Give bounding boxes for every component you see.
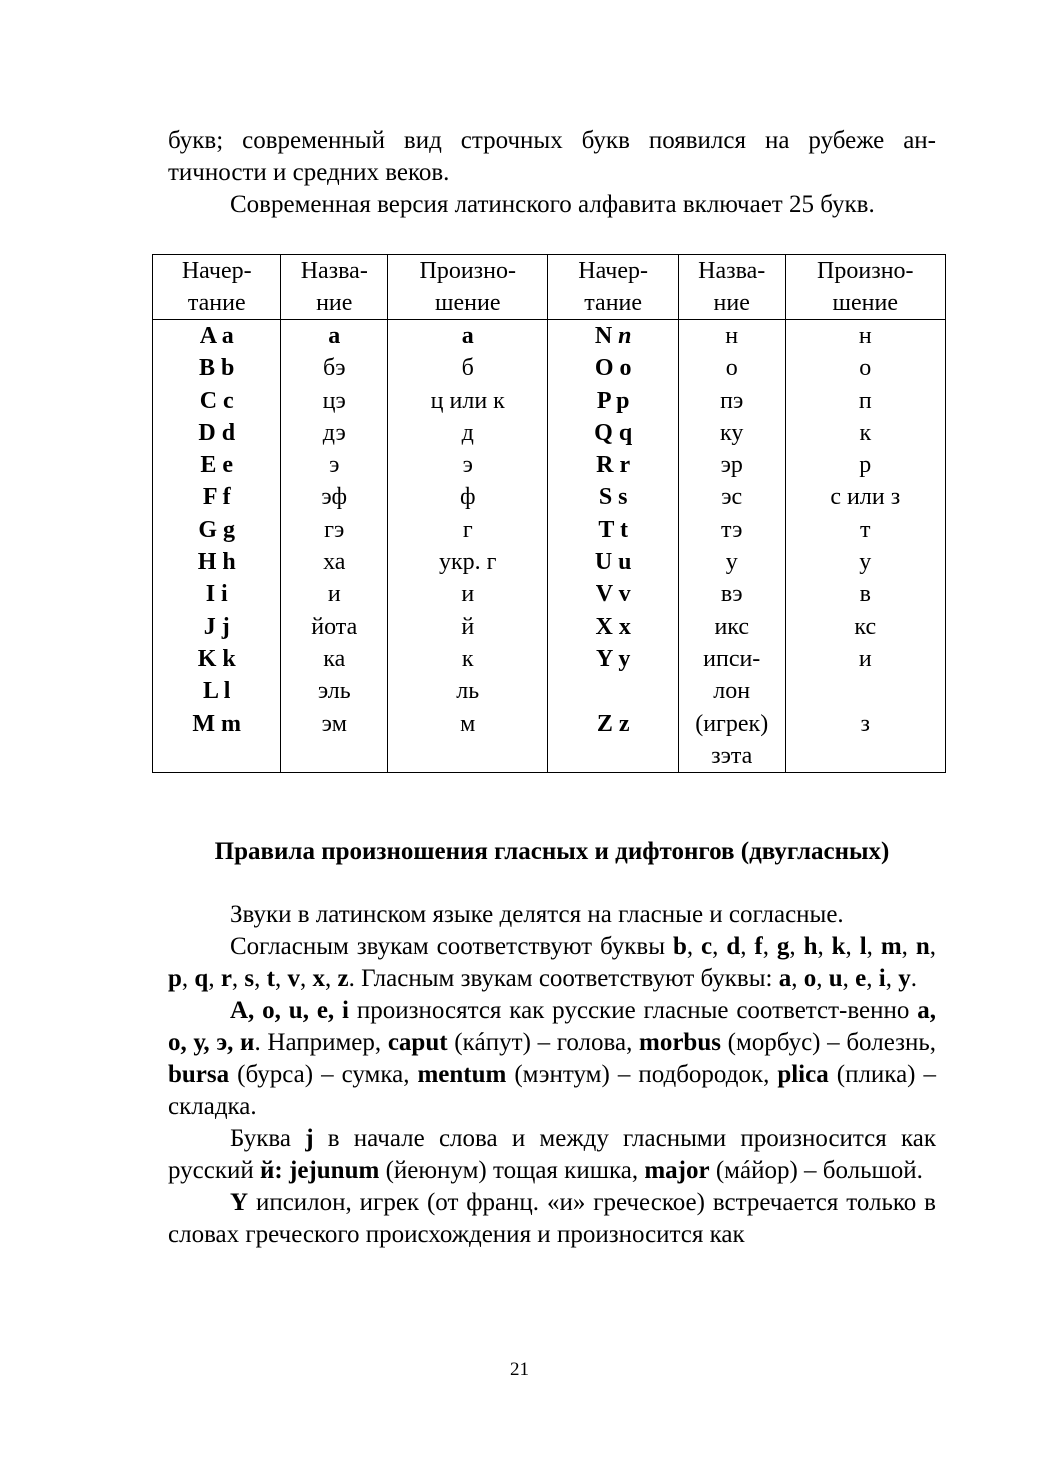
letter-cell: D d xyxy=(198,419,236,446)
letter-cell: T t xyxy=(598,516,628,543)
letter-cell: I i xyxy=(205,581,228,608)
name-cell: о xyxy=(725,355,738,382)
name-cell: э xyxy=(329,452,340,479)
name-cell: а xyxy=(328,323,341,349)
letter-cell: R r xyxy=(596,452,631,479)
pron-cell xyxy=(786,675,945,707)
pron-cell: кс xyxy=(854,613,877,640)
pron-cell: ц или к xyxy=(430,387,505,414)
name-cell: пэ xyxy=(720,387,744,414)
rules-paragraph-2: Согласным звукам соответствуют буквы b, c, d, f, g, h, k, l, m, n, p, q, r, s, t, v, x, z. Гласным звукам соответствуют буквы: a, o, u, e, i, y. xyxy=(168,933,936,992)
left-pronunciation-column xyxy=(388,320,548,773)
modern-alphabet-text: Современная версия латинского алфавита включает 25 букв. xyxy=(230,191,875,218)
intro-paragraph xyxy=(168,125,936,189)
letter-cell: K k xyxy=(197,645,236,672)
letter-cell: S s xyxy=(598,484,628,511)
name-cell: зэта xyxy=(711,742,753,769)
header-name-right: Назва- ние xyxy=(678,255,785,320)
pron-cell: к xyxy=(859,419,872,446)
section-heading: Правила произношения гласных и дифтонгов (двугласных) xyxy=(214,838,890,865)
name-cell: вэ xyxy=(720,581,743,608)
pron-cell: ль xyxy=(456,678,480,705)
name-cell: ипси- xyxy=(703,645,761,672)
pron-cell: п xyxy=(858,387,872,414)
name-cell: гэ xyxy=(324,516,345,543)
letter-cell: Y y xyxy=(595,645,631,672)
name-cell: тэ xyxy=(721,516,743,543)
pron-cell: г xyxy=(462,516,473,543)
header-name-left: Назва- ние xyxy=(281,255,388,320)
pron-cell: з xyxy=(860,710,871,737)
pron-cell: и xyxy=(461,581,475,608)
name-cell: икс xyxy=(714,613,749,640)
pron-cell: й xyxy=(461,613,475,640)
name-cell: эль xyxy=(317,678,351,705)
pron-cell: и xyxy=(858,645,872,672)
pron-cell: р xyxy=(859,452,872,479)
name-cell: (игрек) xyxy=(695,710,769,737)
letter-cell: M m xyxy=(192,710,242,737)
right-pronunciation-column xyxy=(785,320,945,773)
rules-section xyxy=(168,899,936,1251)
intro-line-1: букв; современный вид строчных букв появился на рубеже ан- xyxy=(168,127,936,154)
header-pronunciation-right: Произно- шение xyxy=(785,255,945,320)
pron-cell: о xyxy=(859,355,872,382)
letter-cell: Q q xyxy=(594,419,633,446)
pron-cell: д xyxy=(461,419,474,446)
rules-paragraph-1: Звуки в латинском языке делятся на гласные и согласные. xyxy=(230,901,844,928)
letter-cell: A a xyxy=(199,323,234,349)
letter-cell: J j xyxy=(203,613,230,640)
pron-cell: т xyxy=(860,516,871,543)
name-cell: ка xyxy=(323,645,346,672)
pron-cell: м xyxy=(460,710,476,737)
name-cell: у xyxy=(725,549,738,576)
letter-cell: F f xyxy=(202,484,231,511)
letter-cell: G g xyxy=(198,516,236,543)
name-cell: ку xyxy=(720,419,744,446)
right-letters-column xyxy=(548,320,678,773)
latin-alphabet-table xyxy=(152,254,946,773)
pron-cell: э xyxy=(462,452,473,479)
right-names-column xyxy=(678,320,785,773)
name-cell: йота xyxy=(311,613,358,640)
rules-paragraph-3: A, o, u, e, i произносятся как русские гласные соответст-венно а, о, у, э, и. Например, caput (кáпут) – голова, morbus (морбус) – болезнь, bursa (бурса) – сумка, mentum (мэнтум) – подбородок, plica (плика) – складка. xyxy=(168,997,936,1120)
pron-cell: н xyxy=(858,323,872,349)
left-names-column xyxy=(281,320,388,773)
pron-cell: ф xyxy=(459,484,476,511)
rules-paragraph-4: Буква j в начале слова и между гласными произносится как русский й: jejunum (йеюнум) тощая кишка, major (мáйор) – большой. xyxy=(168,1125,936,1184)
name-cell: лон xyxy=(713,678,751,705)
pron-cell: укр. г xyxy=(439,549,497,576)
pron-cell: с или з xyxy=(830,484,901,511)
letter-cell: B b xyxy=(199,355,235,382)
name-cell: эм xyxy=(321,710,347,737)
letter-cell: L l xyxy=(203,678,231,705)
page-number: 21 xyxy=(510,1359,529,1380)
letter-cell: Z z xyxy=(596,710,630,737)
letter-cell xyxy=(548,675,677,707)
header-writing-right: Начер- тание xyxy=(548,255,678,320)
letter-cell: N n xyxy=(594,323,632,349)
table-header-row xyxy=(153,255,946,320)
name-cell: эс xyxy=(721,484,743,511)
pron-cell: к xyxy=(461,645,474,672)
rules-paragraph-5: Y ипсилон, игрек (от франц. «и» греческое) встречается только в словах греческого происхождения и произносится как xyxy=(168,1189,936,1248)
letter-cell: E e xyxy=(200,452,234,479)
pron-cell: а xyxy=(461,323,474,349)
name-cell: ха xyxy=(323,549,346,576)
name-cell: и xyxy=(327,581,341,608)
name-cell: эф xyxy=(321,484,348,511)
pron-cell: у xyxy=(859,549,872,576)
name-cell: н xyxy=(725,323,739,349)
letter-cell: O o xyxy=(594,355,632,382)
header-writing-left: Начер- тание xyxy=(153,255,281,320)
header-pronunciation-left: Произно- шение xyxy=(388,255,548,320)
pron-cell: б xyxy=(461,355,474,382)
letter-cell: H h xyxy=(197,549,236,576)
pron-cell: в xyxy=(859,581,871,608)
name-cell: эр xyxy=(720,452,743,479)
name-cell: дэ xyxy=(322,419,346,446)
letter-cell: C c xyxy=(199,387,234,414)
table-body-row xyxy=(153,320,946,773)
left-letters-column xyxy=(153,320,281,773)
letter-cell: V v xyxy=(595,581,631,608)
letter-cell: P p xyxy=(596,387,630,414)
letter-cell: U u xyxy=(594,549,632,576)
name-cell: цэ xyxy=(322,387,346,414)
name-cell: бэ xyxy=(322,355,346,382)
letter-cell: X x xyxy=(595,613,631,640)
modern-alphabet-paragraph xyxy=(168,189,936,221)
intro-line-2: тичности и средних веков. xyxy=(168,159,450,186)
